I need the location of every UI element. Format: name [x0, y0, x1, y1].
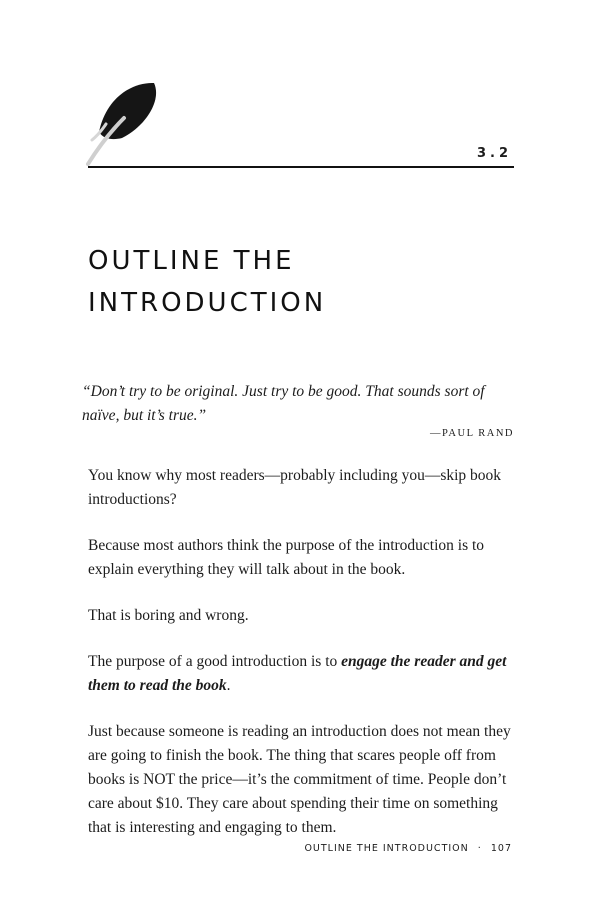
paragraph-3: That is boring and wrong.	[88, 607, 249, 624]
chapter-title-line-1: OUTLINE THE	[88, 246, 295, 276]
section-number: 3.2	[476, 146, 512, 161]
page-footer	[304, 843, 512, 854]
paragraph-4-end: .	[226, 677, 231, 694]
paragraph-2: Because most authors think the purpose of the introduction is to explain everything they will talk about in the book.	[88, 537, 485, 578]
running-title: OUTLINE THE INTRODUCTION	[304, 843, 469, 854]
paragraph-4	[88, 650, 518, 698]
paragraph-5: Just because someone is reading an introduction does not mean they are going to finish the book. The thing that scares people off from books is NOT the price—it’s the commitment of time. People don’t care about $10. They care about spending their time on something that is interesting and engaging to them.	[88, 723, 511, 836]
chapter-title	[88, 240, 326, 324]
footer-separator: ·	[477, 843, 482, 854]
paragraph-1: You know why most readers—probably including you—skip book introductions?	[88, 467, 502, 508]
paragraph-4-start: The purpose of a good introduction is to	[88, 653, 342, 670]
body-text	[88, 464, 518, 862]
page-number: 107	[490, 843, 512, 854]
chapter-title-line-2: INTRODUCTION	[88, 288, 327, 318]
header-rule	[88, 166, 514, 168]
epigraph-quote: “Don’t try to be original. Just try to be good. That sounds sort of naïve, but it’s true.”	[82, 383, 485, 424]
paragraph-4-emphasis: engage the reader and get them to read the book	[88, 653, 507, 694]
quill-feather-icon	[84, 80, 164, 166]
epigraph-attribution: —PAUL RAND	[430, 428, 514, 439]
